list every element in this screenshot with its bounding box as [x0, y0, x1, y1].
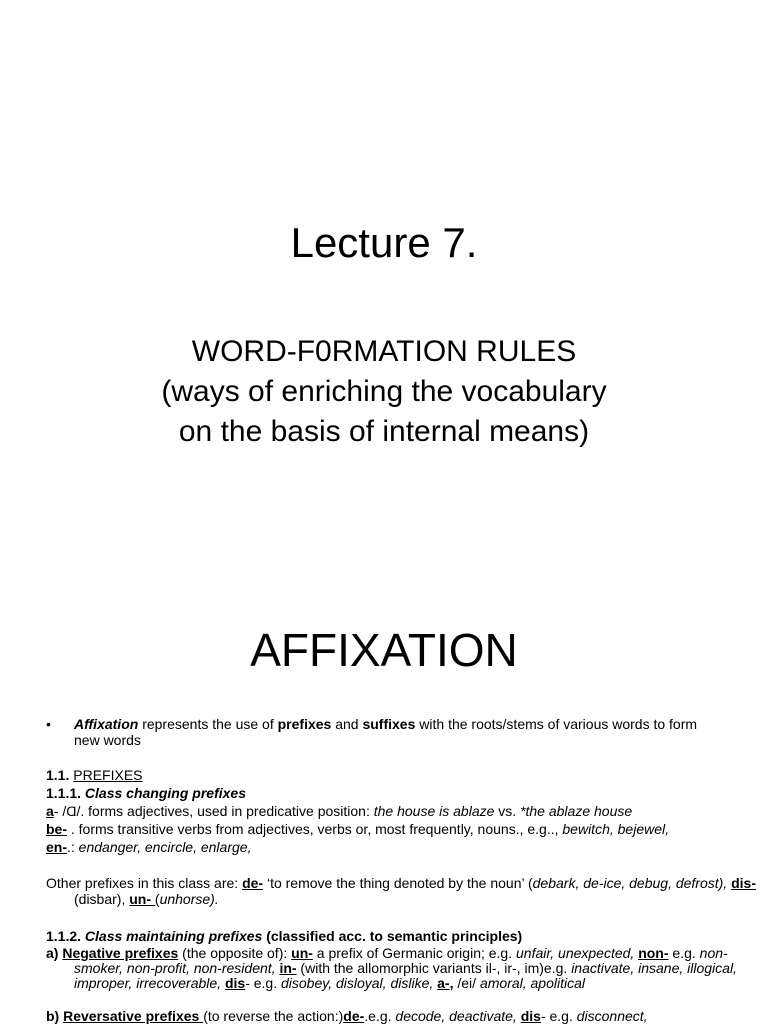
heading-class-maintaining: 1.1.2. Class maintaining prefixes (classified acc. to semantic principles) [46, 928, 523, 944]
prefix-dis: dis- [731, 875, 756, 891]
heading-class-changing: 1.1.1. Class changing prefixes [46, 785, 246, 801]
bullet-marker: • [46, 716, 51, 732]
prefix-be: be- [46, 821, 67, 837]
subtitle [0, 332, 768, 452]
reversative-prefixes-paragraph: b) Reversative prefixes (to reverse the action:)de-.e.g. decode, deactivate, dis- e.g. disconnect, [46, 1008, 648, 1024]
reversative-prefixes-label: Reversative prefixes [63, 1008, 204, 1024]
prefix-be-line: be- . forms transitive verbs from adjectives, verbs or, most frequently, nouns., e.g.., bewitch, bejewel, [46, 821, 670, 837]
prefix-en: en- [46, 839, 67, 855]
subtitle-line-2: (ways of enriching the vocabulary [161, 375, 607, 408]
prefix-a: a [46, 803, 54, 819]
prefix-de: de- [242, 875, 264, 891]
section-title: AFFIXATION [250, 624, 518, 676]
subtitle-line-1: WORD-F0RMATION RULES [191, 335, 577, 368]
prefix-en-line: en-.: endanger, encircle, enlarge, [46, 839, 252, 855]
prefix-un: un- [129, 891, 151, 907]
other-prefixes-paragraph: Other prefixes in this class are: de- ‘to remove the thing denoted by the noun’ (debark, de-ice, debug, defrost), dis- (disbar), un- (unhorse). [46, 875, 756, 907]
negative-prefixes-label: Negative prefixes [62, 945, 179, 961]
prefix-a-line: a- /Ɑ/. forms adjectives, used in predicative position: the house is ablaze vs. *the ablaze house [46, 803, 633, 819]
heading-prefixes: 1.1. PREFIXES [46, 767, 143, 783]
lecture-title: Lecture 7. [290, 219, 478, 266]
subtitle-line-3: on the basis of internal means) [178, 415, 590, 448]
affixation-definition: Affixation represents the use of prefixes and suffixes with the roots/stems of various words to form new words [74, 716, 698, 748]
negative-prefixes-paragraph: a) Negative prefixes (the opposite of): un- a prefix of Germanic origin; e.g. unfair, unexpected, non- e.g. non-smoker, non-profit, non-resident, in- (with the allomorphic variants il-, ir-, im)e.g. inactivate, insane, illogical, improper, irrecoverable, dis- e.g. disobey, disloyal, dislike, a-, /ei/ amoral, apolitical [46, 945, 737, 991]
term-prefixes: prefixes [277, 716, 332, 732]
term-affixation: Affixation [74, 716, 139, 732]
term-suffixes: suffixes [362, 716, 416, 732]
